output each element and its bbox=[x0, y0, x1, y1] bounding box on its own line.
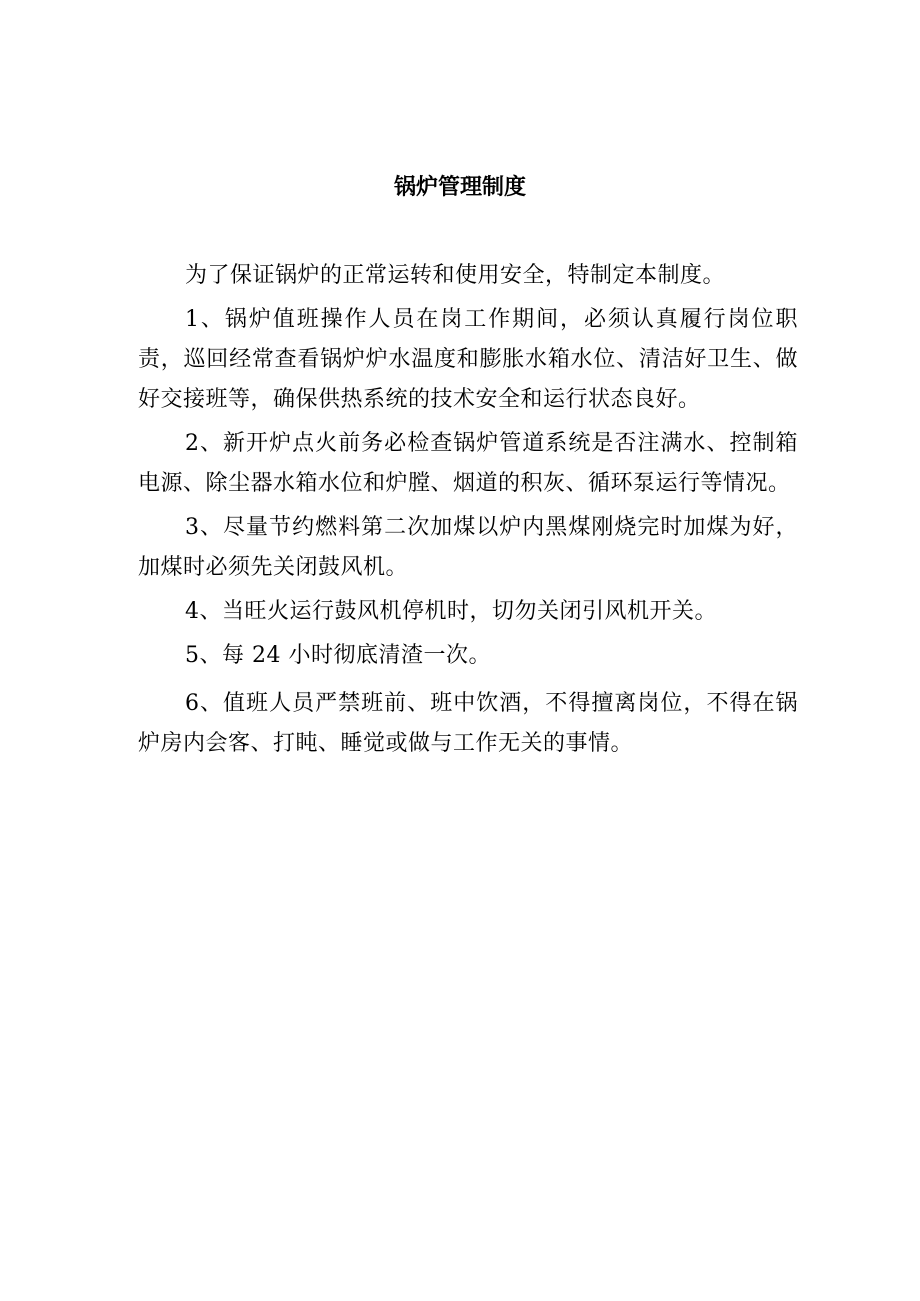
document-body bbox=[138, 256, 798, 764]
rule-paragraph-3: 3、尽量节约燃料第二次加煤以炉内黑煤刚烧完时加煤为好，加煤时必须先关闭鼓风机。 bbox=[138, 515, 798, 580]
rule-paragraph-1: 1、锅炉值班操作人员在岗工作期间，必须认真履行岗位职责，巡回经常查看锅炉炉水温度和膨胀水箱水位、清洁好卫生、做好交接班等，确保供热系统的技术安全和运行状态良好。 bbox=[138, 307, 798, 412]
rule-paragraph-2: 2、新开炉点火前务必检查锅炉管道系统是否注满水、控制箱电源、除尘器水箱水位和炉膛、烟道的积灰、循环泵运行等情况。 bbox=[138, 431, 798, 496]
document-title: 锅炉管理制度 bbox=[393, 175, 526, 200]
intro-paragraph: 为了保证锅炉的正常运转和使用安全，特制定本制度。 bbox=[185, 263, 726, 288]
rule-paragraph-4: 4、当旺火运行鼓风机停机时，切勿关闭引风机开关。 bbox=[185, 599, 717, 624]
rule-paragraph-5: 5、每 24 小时彻底清渣一次。 bbox=[185, 643, 491, 668]
rule-paragraph-6: 6、值班人员严禁班前、班中饮酒，不得擅离岗位，不得在锅炉房内会客、打盹、睡觉或做与工作无关的事情。 bbox=[138, 691, 798, 756]
